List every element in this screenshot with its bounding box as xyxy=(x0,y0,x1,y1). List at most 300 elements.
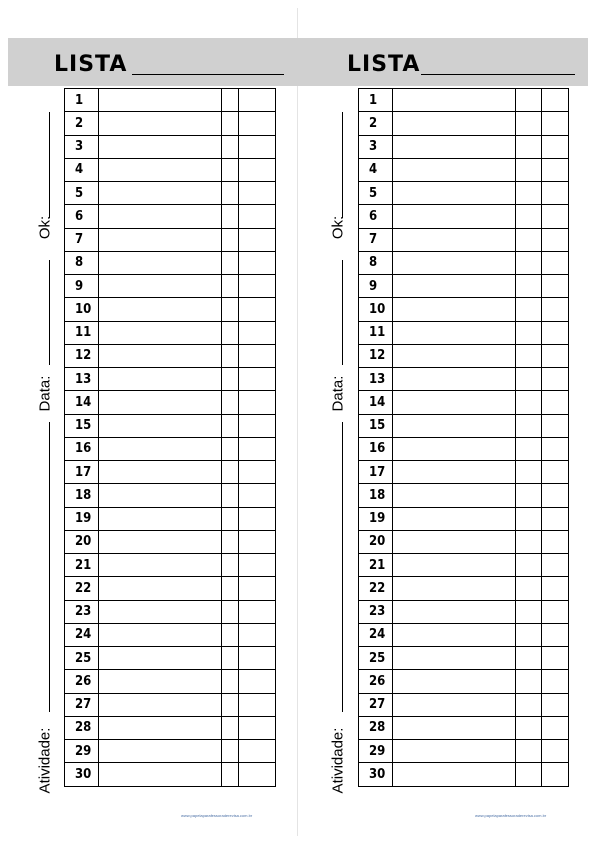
row-number: 15 xyxy=(359,414,393,437)
check-cell-2[interactable] xyxy=(542,763,569,786)
row-number: 1 xyxy=(359,89,393,112)
row-number: 20 xyxy=(359,530,393,553)
table-row xyxy=(359,554,569,577)
row-number: 12 xyxy=(359,344,393,367)
check-cell-2[interactable] xyxy=(239,647,276,670)
row-number: 11 xyxy=(359,321,393,344)
row-number: 21 xyxy=(65,554,99,577)
row-number: 26 xyxy=(359,670,393,693)
item-cell[interactable] xyxy=(393,577,516,600)
item-cell[interactable] xyxy=(393,484,516,507)
check-cell-2[interactable] xyxy=(239,89,276,112)
item-cell[interactable] xyxy=(393,670,516,693)
check-cell-1[interactable] xyxy=(222,368,239,391)
item-cell[interactable] xyxy=(393,623,516,646)
check-cell-1[interactable] xyxy=(222,228,239,251)
check-cell-2[interactable] xyxy=(239,251,276,274)
row-number: 7 xyxy=(359,228,393,251)
table-row xyxy=(65,716,276,739)
check-cell-1[interactable] xyxy=(516,228,542,251)
row-number: 8 xyxy=(65,251,99,274)
table-row xyxy=(359,391,569,414)
item-cell[interactable] xyxy=(99,112,222,135)
table-row xyxy=(65,89,276,112)
check-cell-1[interactable] xyxy=(516,693,542,716)
check-cell-2[interactable] xyxy=(542,182,569,205)
item-cell[interactable] xyxy=(393,647,516,670)
check-cell-2[interactable] xyxy=(239,530,276,553)
check-cell-1[interactable] xyxy=(516,647,542,670)
table-row xyxy=(359,461,569,484)
row-number: 2 xyxy=(65,112,99,135)
item-cell[interactable] xyxy=(99,763,222,786)
table-row xyxy=(359,89,569,112)
check-cell-1[interactable] xyxy=(222,461,239,484)
table-row xyxy=(359,298,569,321)
item-cell[interactable] xyxy=(99,298,222,321)
check-cell-1[interactable] xyxy=(516,670,542,693)
list-table xyxy=(64,88,276,787)
item-cell[interactable] xyxy=(393,182,516,205)
row-number: 21 xyxy=(359,554,393,577)
table-row xyxy=(359,205,569,228)
item-cell[interactable] xyxy=(99,158,222,181)
check-cell-2[interactable] xyxy=(239,205,276,228)
item-cell[interactable] xyxy=(393,600,516,623)
row-number: 23 xyxy=(359,600,393,623)
table-row xyxy=(65,554,276,577)
row-number: 11 xyxy=(65,321,99,344)
check-cell-1[interactable] xyxy=(222,554,239,577)
check-cell-1[interactable] xyxy=(222,600,239,623)
row-number: 22 xyxy=(65,577,99,600)
check-cell-2[interactable] xyxy=(239,112,276,135)
table-row xyxy=(359,693,569,716)
check-cell-2[interactable] xyxy=(239,228,276,251)
table-row xyxy=(359,228,569,251)
table-row xyxy=(359,135,569,158)
table-row xyxy=(65,228,276,251)
check-cell-2[interactable] xyxy=(542,461,569,484)
item-cell[interactable] xyxy=(99,716,222,739)
check-cell-1[interactable] xyxy=(516,368,542,391)
item-cell[interactable] xyxy=(99,623,222,646)
row-number: 29 xyxy=(359,740,393,763)
item-cell[interactable] xyxy=(99,228,222,251)
check-cell-1[interactable] xyxy=(516,716,542,739)
check-cell-1[interactable] xyxy=(516,763,542,786)
row-number: 13 xyxy=(359,368,393,391)
check-cell-2[interactable] xyxy=(542,623,569,646)
item-cell[interactable] xyxy=(99,414,222,437)
check-cell-2[interactable] xyxy=(239,577,276,600)
row-number: 18 xyxy=(65,484,99,507)
row-number: 26 xyxy=(65,670,99,693)
item-cell[interactable] xyxy=(99,344,222,367)
lista-name-line[interactable] xyxy=(421,74,575,75)
check-cell-1[interactable] xyxy=(516,112,542,135)
table-row xyxy=(65,670,276,693)
table-row xyxy=(65,298,276,321)
table-row xyxy=(359,368,569,391)
table-row xyxy=(65,368,276,391)
check-cell-2[interactable] xyxy=(542,670,569,693)
row-number: 14 xyxy=(359,391,393,414)
check-cell-1[interactable] xyxy=(516,484,542,507)
row-number: 8 xyxy=(359,251,393,274)
row-number: 9 xyxy=(65,275,99,298)
item-cell[interactable] xyxy=(393,251,516,274)
check-cell-1[interactable] xyxy=(222,740,239,763)
check-cell-1[interactable] xyxy=(516,251,542,274)
check-cell-1[interactable] xyxy=(516,530,542,553)
check-cell-1[interactable] xyxy=(222,763,239,786)
check-cell-2[interactable] xyxy=(239,484,276,507)
table-row xyxy=(65,507,276,530)
item-cell[interactable] xyxy=(393,530,516,553)
atividade-label: Atividade: xyxy=(36,727,54,794)
table-row xyxy=(359,251,569,274)
check-cell-2[interactable] xyxy=(239,623,276,646)
table-row xyxy=(65,600,276,623)
check-cell-2[interactable] xyxy=(239,670,276,693)
ok-line[interactable] xyxy=(342,112,343,218)
check-cell-2[interactable] xyxy=(542,554,569,577)
item-cell[interactable] xyxy=(393,228,516,251)
check-cell-1[interactable] xyxy=(516,507,542,530)
row-number: 4 xyxy=(65,158,99,181)
item-cell[interactable] xyxy=(393,554,516,577)
check-cell-2[interactable] xyxy=(239,158,276,181)
table-row xyxy=(65,740,276,763)
row-number: 13 xyxy=(65,368,99,391)
row-number: 25 xyxy=(65,647,99,670)
check-cell-1[interactable] xyxy=(222,623,239,646)
check-cell-1[interactable] xyxy=(222,414,239,437)
item-cell[interactable] xyxy=(99,275,222,298)
check-cell-1[interactable] xyxy=(516,414,542,437)
row-number: 14 xyxy=(65,391,99,414)
table-row xyxy=(65,623,276,646)
check-cell-2[interactable] xyxy=(239,437,276,460)
item-cell[interactable] xyxy=(99,693,222,716)
item-cell[interactable] xyxy=(99,507,222,530)
table-row xyxy=(359,716,569,739)
check-cell-1[interactable] xyxy=(222,158,239,181)
check-cell-1[interactable] xyxy=(516,391,542,414)
check-cell-2[interactable] xyxy=(542,89,569,112)
row-number: 10 xyxy=(359,298,393,321)
item-cell[interactable] xyxy=(99,740,222,763)
check-cell-2[interactable] xyxy=(542,414,569,437)
check-cell-2[interactable] xyxy=(239,554,276,577)
check-cell-1[interactable] xyxy=(516,600,542,623)
item-cell[interactable] xyxy=(99,484,222,507)
table-row xyxy=(65,577,276,600)
item-cell[interactable] xyxy=(393,740,516,763)
check-cell-1[interactable] xyxy=(516,344,542,367)
check-cell-1[interactable] xyxy=(222,507,239,530)
check-cell-2[interactable] xyxy=(239,135,276,158)
check-cell-1[interactable] xyxy=(222,275,239,298)
check-cell-2[interactable] xyxy=(542,600,569,623)
check-cell-1[interactable] xyxy=(222,298,239,321)
data-label: Data: xyxy=(329,375,347,412)
check-cell-2[interactable] xyxy=(542,484,569,507)
check-cell-1[interactable] xyxy=(516,321,542,344)
item-cell[interactable] xyxy=(393,437,516,460)
table-row xyxy=(65,484,276,507)
check-cell-2[interactable] xyxy=(542,344,569,367)
item-cell[interactable] xyxy=(99,182,222,205)
item-cell[interactable] xyxy=(99,251,222,274)
check-cell-1[interactable] xyxy=(516,461,542,484)
check-cell-2[interactable] xyxy=(239,763,276,786)
table-row xyxy=(359,740,569,763)
item-cell[interactable] xyxy=(393,763,516,786)
check-cell-1[interactable] xyxy=(222,693,239,716)
check-cell-2[interactable] xyxy=(542,251,569,274)
item-cell[interactable] xyxy=(99,89,222,112)
check-cell-1[interactable] xyxy=(222,437,239,460)
atividade-label: Atividade: xyxy=(329,727,347,794)
table-row xyxy=(359,437,569,460)
check-cell-1[interactable] xyxy=(516,577,542,600)
check-cell-2[interactable] xyxy=(239,391,276,414)
row-number: 10 xyxy=(65,298,99,321)
check-cell-2[interactable] xyxy=(239,740,276,763)
table-row xyxy=(359,182,569,205)
check-cell-1[interactable] xyxy=(516,554,542,577)
item-cell[interactable] xyxy=(393,344,516,367)
check-cell-1[interactable] xyxy=(222,344,239,367)
table-row xyxy=(65,135,276,158)
check-cell-1[interactable] xyxy=(516,275,542,298)
item-cell[interactable] xyxy=(99,530,222,553)
check-cell-2[interactable] xyxy=(239,414,276,437)
data-line[interactable] xyxy=(342,260,343,365)
item-cell[interactable] xyxy=(393,507,516,530)
table-row xyxy=(359,344,569,367)
row-number: 19 xyxy=(359,507,393,530)
table-row xyxy=(65,344,276,367)
table-row xyxy=(65,391,276,414)
check-cell-2[interactable] xyxy=(239,461,276,484)
table-row xyxy=(65,158,276,181)
check-cell-2[interactable] xyxy=(542,530,569,553)
check-cell-2[interactable] xyxy=(542,647,569,670)
row-number: 27 xyxy=(65,693,99,716)
check-cell-1[interactable] xyxy=(222,135,239,158)
item-cell[interactable] xyxy=(393,693,516,716)
row-number: 30 xyxy=(65,763,99,786)
table-row xyxy=(359,484,569,507)
check-cell-2[interactable] xyxy=(542,112,569,135)
check-cell-2[interactable] xyxy=(542,275,569,298)
table-row xyxy=(65,461,276,484)
row-number: 1 xyxy=(65,89,99,112)
table-row xyxy=(65,112,276,135)
row-number: 17 xyxy=(65,461,99,484)
item-cell[interactable] xyxy=(393,205,516,228)
check-cell-2[interactable] xyxy=(239,368,276,391)
check-cell-2[interactable] xyxy=(239,600,276,623)
check-cell-1[interactable] xyxy=(516,437,542,460)
item-cell[interactable] xyxy=(99,437,222,460)
row-number: 18 xyxy=(359,484,393,507)
check-cell-1[interactable] xyxy=(222,112,239,135)
row-number: 17 xyxy=(359,461,393,484)
check-cell-1[interactable] xyxy=(516,182,542,205)
row-number: 28 xyxy=(65,716,99,739)
row-number: 20 xyxy=(65,530,99,553)
table-row xyxy=(359,623,569,646)
table-row xyxy=(65,414,276,437)
check-cell-2[interactable] xyxy=(542,716,569,739)
check-cell-2[interactable] xyxy=(239,507,276,530)
item-cell[interactable] xyxy=(99,554,222,577)
check-cell-2[interactable] xyxy=(542,437,569,460)
check-cell-2[interactable] xyxy=(239,344,276,367)
table-row xyxy=(65,437,276,460)
item-cell[interactable] xyxy=(393,461,516,484)
row-number: 22 xyxy=(359,577,393,600)
ok-label: Ok: xyxy=(36,215,54,240)
footer-url: www.papelaparafessoraderevisa.com.br xyxy=(475,813,547,818)
item-cell[interactable] xyxy=(393,321,516,344)
table-row xyxy=(359,321,569,344)
check-cell-2[interactable] xyxy=(239,716,276,739)
item-cell[interactable] xyxy=(393,275,516,298)
table-row xyxy=(65,530,276,553)
table-row xyxy=(359,763,569,786)
check-cell-2[interactable] xyxy=(542,228,569,251)
table-row xyxy=(359,577,569,600)
check-cell-1[interactable] xyxy=(516,158,542,181)
row-number: 7 xyxy=(65,228,99,251)
item-cell[interactable] xyxy=(99,647,222,670)
table-row xyxy=(65,693,276,716)
row-number: 4 xyxy=(359,158,393,181)
check-cell-2[interactable] xyxy=(239,275,276,298)
table-row xyxy=(359,275,569,298)
item-cell[interactable] xyxy=(99,391,222,414)
check-cell-2[interactable] xyxy=(542,205,569,228)
check-cell-2[interactable] xyxy=(542,298,569,321)
row-number: 6 xyxy=(359,205,393,228)
check-cell-2[interactable] xyxy=(542,740,569,763)
item-cell[interactable] xyxy=(99,321,222,344)
check-cell-1[interactable] xyxy=(222,182,239,205)
item-cell[interactable] xyxy=(393,135,516,158)
check-cell-1[interactable] xyxy=(222,321,239,344)
check-cell-2[interactable] xyxy=(542,693,569,716)
item-cell[interactable] xyxy=(99,135,222,158)
footer-url: www.papelaparafessoraderevisa.com.br xyxy=(181,813,253,818)
check-cell-2[interactable] xyxy=(542,391,569,414)
check-cell-2[interactable] xyxy=(239,298,276,321)
item-cell[interactable] xyxy=(393,368,516,391)
row-number: 24 xyxy=(359,623,393,646)
check-cell-1[interactable] xyxy=(222,391,239,414)
check-cell-2[interactable] xyxy=(542,158,569,181)
check-cell-1[interactable] xyxy=(222,89,239,112)
check-cell-2[interactable] xyxy=(542,135,569,158)
check-cell-1[interactable] xyxy=(516,205,542,228)
check-cell-1[interactable] xyxy=(516,89,542,112)
item-cell[interactable] xyxy=(393,89,516,112)
check-cell-1[interactable] xyxy=(222,647,239,670)
row-number: 25 xyxy=(359,647,393,670)
table-row xyxy=(359,112,569,135)
item-cell[interactable] xyxy=(99,205,222,228)
check-cell-1[interactable] xyxy=(222,205,239,228)
check-cell-1[interactable] xyxy=(516,740,542,763)
item-cell[interactable] xyxy=(393,414,516,437)
check-cell-2[interactable] xyxy=(239,321,276,344)
table-row xyxy=(359,530,569,553)
table-row xyxy=(65,251,276,274)
row-number: 30 xyxy=(359,763,393,786)
atividade-line[interactable] xyxy=(49,422,50,712)
row-number: 16 xyxy=(65,437,99,460)
check-cell-2[interactable] xyxy=(239,182,276,205)
table-row xyxy=(359,158,569,181)
item-cell[interactable] xyxy=(99,577,222,600)
data-label: Data: xyxy=(36,375,54,412)
row-number: 6 xyxy=(65,205,99,228)
item-cell[interactable] xyxy=(99,368,222,391)
row-number: 3 xyxy=(65,135,99,158)
table-row xyxy=(359,414,569,437)
data-line[interactable] xyxy=(49,260,50,365)
check-cell-1[interactable] xyxy=(516,135,542,158)
check-cell-1[interactable] xyxy=(516,623,542,646)
check-cell-2[interactable] xyxy=(239,693,276,716)
check-cell-2[interactable] xyxy=(542,507,569,530)
check-cell-1[interactable] xyxy=(222,670,239,693)
table-row xyxy=(359,507,569,530)
item-cell[interactable] xyxy=(393,391,516,414)
check-cell-1[interactable] xyxy=(222,251,239,274)
check-cell-2[interactable] xyxy=(542,321,569,344)
item-cell[interactable] xyxy=(99,600,222,623)
ok-line[interactable] xyxy=(49,112,50,218)
item-cell[interactable] xyxy=(393,298,516,321)
item-cell[interactable] xyxy=(393,716,516,739)
check-cell-2[interactable] xyxy=(542,577,569,600)
row-number: 3 xyxy=(359,135,393,158)
row-number: 19 xyxy=(65,507,99,530)
lista-title: LISTA xyxy=(54,52,128,77)
row-number: 15 xyxy=(65,414,99,437)
check-cell-1[interactable] xyxy=(222,577,239,600)
item-cell[interactable] xyxy=(393,158,516,181)
list-table xyxy=(358,88,569,787)
lista-name-line[interactable] xyxy=(132,74,284,75)
check-cell-1[interactable] xyxy=(222,530,239,553)
item-cell[interactable] xyxy=(99,461,222,484)
check-cell-1[interactable] xyxy=(222,716,239,739)
row-number: 28 xyxy=(359,716,393,739)
row-number: 5 xyxy=(359,182,393,205)
check-cell-2[interactable] xyxy=(542,368,569,391)
atividade-line[interactable] xyxy=(342,422,343,712)
check-cell-1[interactable] xyxy=(222,484,239,507)
item-cell[interactable] xyxy=(99,670,222,693)
check-cell-1[interactable] xyxy=(516,298,542,321)
item-cell[interactable] xyxy=(393,112,516,135)
